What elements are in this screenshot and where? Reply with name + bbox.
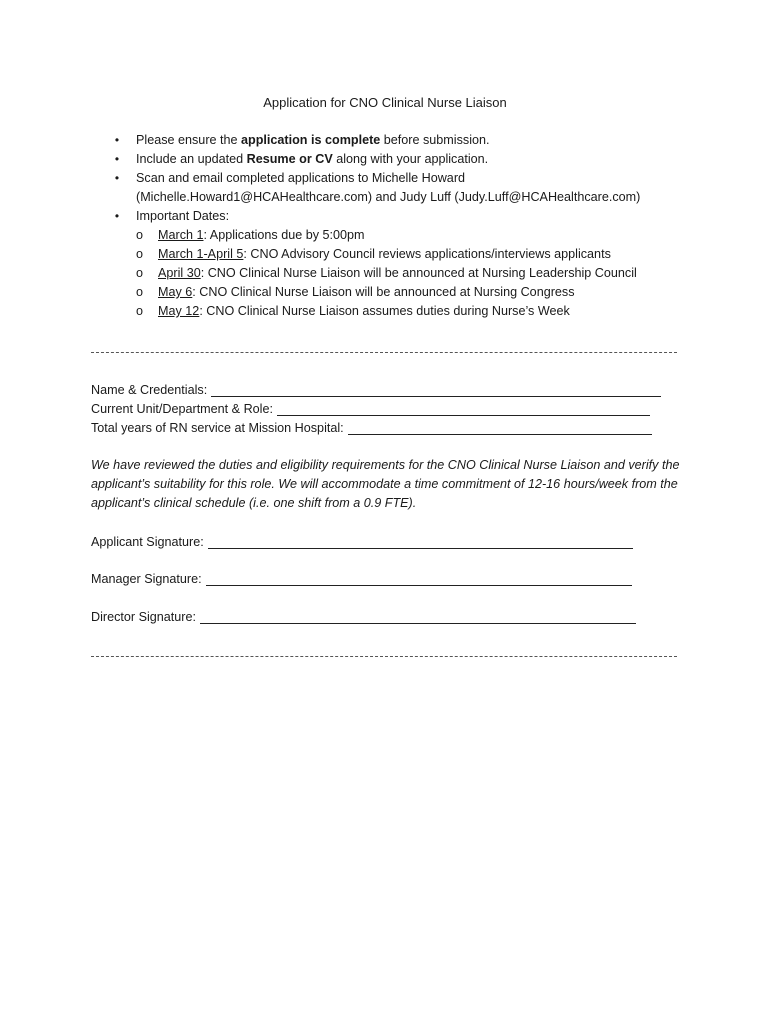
list-item: • Important Dates: o March 1: Applications due by 5:00pm o March 1-April 5: CNO Advisory Council reviews applications/interviews applicants o April 30: CNO Clinical Nurse Liaison will be announced at Nursing Leadership Council o May 6: CNO Clinical Nurse Liaison will be announced at Nursing Congress o May 12: CNO Clinical Nurse Liaison assumes duties during Nurse’s Week [110,207,690,321]
dashed-separator [91,656,677,657]
unit-role-field[interactable]: Current Unit/Department & Role: [91,400,650,419]
rn-years-field[interactable]: Total years of RN service at Mission Hospital: [91,419,652,438]
bullet-icon: • [114,133,120,147]
sub-bullet-icon: o [136,247,144,261]
list-item: • Please ensure the application is complete before submission. [110,131,690,150]
unit-role-line[interactable] [277,401,650,416]
name-credentials-field[interactable]: Name & Credentials: [91,381,661,400]
instructions-list [110,131,690,321]
date-item: o May 6: CNO Clinical Nurse Liaison will be announced at Nursing Congress [136,283,690,302]
director-signature-field[interactable]: Director Signature: [91,608,636,627]
director-signature-line[interactable] [200,609,636,624]
bullet-icon: • [114,209,120,223]
date-item: o April 30: CNO Clinical Nurse Liaison will be announced at Nursing Leadership Council [136,264,690,283]
date-item: o March 1-April 5: CNO Advisory Council reviews applications/interviews applicants [136,245,690,264]
date-item: o March 1: Applications due by 5:00pm [136,226,690,245]
sub-bullet-icon: o [136,304,144,318]
applicant-signature-field[interactable]: Applicant Signature: [91,533,633,552]
important-dates-list [136,226,690,321]
sub-bullet-icon: o [136,266,144,280]
rn-years-line[interactable] [348,420,652,435]
applicant-signature-line[interactable] [208,534,633,549]
date-item: o May 12: CNO Clinical Nurse Liaison assumes duties during Nurse’s Week [136,302,690,321]
bullet-icon: • [114,171,120,185]
manager-signature-line[interactable] [206,571,632,586]
name-credentials-line[interactable] [211,382,661,397]
list-item: • Include an updated Resume or CV along with your application. [110,150,690,169]
manager-statement: We have reviewed the duties and eligibility requirements for the CNO Clinical Nurse Liaison and verify the applicant’s suitability for this role. We will accommodate a time commitment of 12-16 hours/week from the applicant’s clinical schedule (i.e. one shift from a 0.9 FTE). [91,458,680,510]
manager-signature-field[interactable]: Manager Signature: [91,570,632,589]
sub-bullet-icon: o [136,285,144,299]
list-item: • Scan and email completed applications to Michelle Howard (Michelle.Howard1@HCAHealthcare.com) and Judy Luff (Judy.Luff@HCAHealthcare.com) [110,169,690,207]
sub-bullet-icon: o [136,228,144,242]
bullet-icon: • [114,152,120,166]
dashed-separator [91,352,677,353]
page-title: Application for CNO Clinical Nurse Liaison [263,95,507,110]
